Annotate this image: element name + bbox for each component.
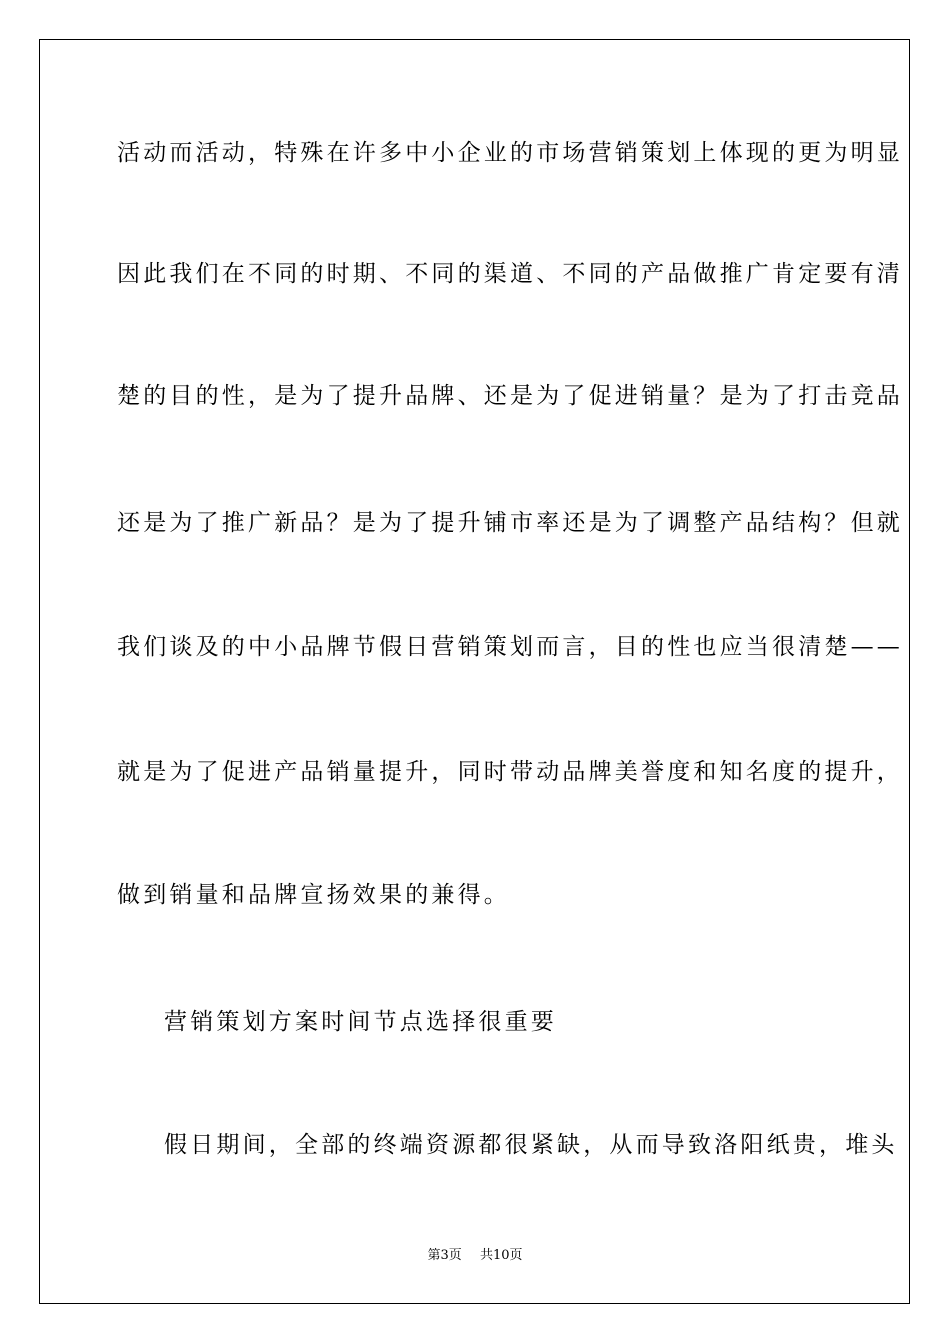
page-total: 共10页 [479, 1248, 523, 1263]
body-line-7: 做到销量和品牌宣扬效果的兼得。 [117, 882, 510, 908]
body-line-6: 就是为了促进产品销量提升，同时带动品牌美誉度和知名度的提升， [117, 759, 903, 785]
body-line-4: 还是为了推广新品？是为了提升铺市率还是为了调整产品结构？但就 [117, 510, 903, 536]
body-line-5: 我们谈及的中小品牌节假日营销策划而言，目的性也应当很清楚—— [117, 634, 903, 660]
body-line-2: 因此我们在不同的时期、不同的渠道、不同的产品做推广肯定要有清 [117, 261, 903, 287]
page-number: 第3页 [427, 1248, 462, 1263]
body-line-1: 活动而活动，特殊在许多中小企业的市场营销策划上体现的更为明显 [117, 140, 903, 166]
body-line-8: 假日期间，全部的终端资源都很紧缺，从而导致洛阳纸贵，堆头 [164, 1132, 898, 1158]
body-line-3: 楚的目的性，是为了提升品牌、还是为了促进销量？是为了打击竞品 [117, 383, 903, 409]
page-border [39, 39, 910, 1304]
section-heading: 营销策划方案时间节点选择很重要 [164, 1009, 557, 1035]
page-footer [0, 1247, 950, 1265]
